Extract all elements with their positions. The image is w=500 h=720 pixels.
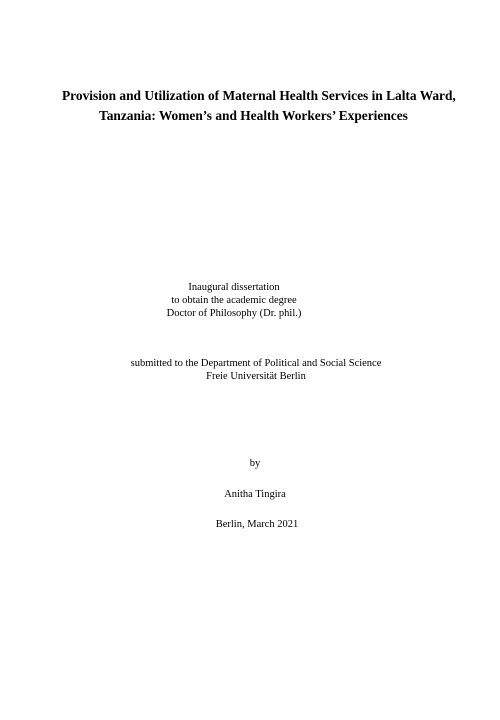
document-title-line-2: Tanzania: Women’s and Health Workers’ Experiences	[99, 108, 408, 123]
submission-info	[6, 357, 500, 383]
place-date: Berlin, March 2021	[215, 519, 299, 530]
university-line: Freie Universität Berlin	[206, 371, 306, 382]
author-name: Anitha Tingira	[224, 489, 286, 500]
by-label: by	[249, 458, 261, 469]
dissertation-info	[0, 281, 484, 320]
dissertation-type: Inaugural dissertation	[188, 282, 280, 293]
degree-name: Doctor of Philosophy (Dr. phil.)	[166, 308, 302, 319]
department-line: submitted to the Department of Political and Social Science	[130, 358, 382, 369]
document-title	[50, 86, 480, 126]
document-title-line-1: Provision and Utilization of Maternal Health Services in Lalta Ward,	[62, 88, 456, 103]
degree-purpose: to obtain the academic degree	[171, 295, 297, 306]
